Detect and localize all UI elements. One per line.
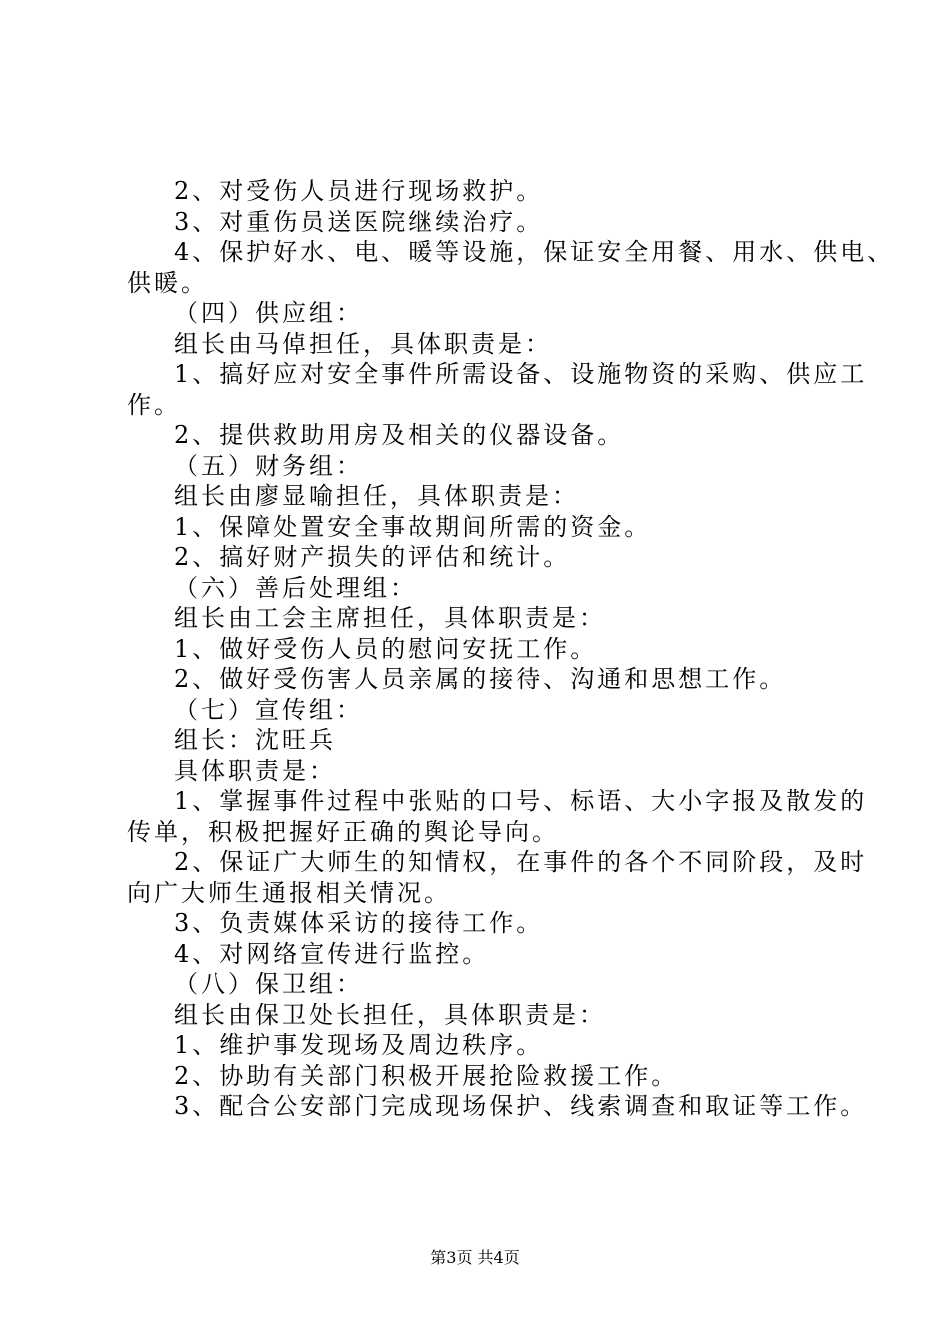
document-body bbox=[127, 176, 895, 1122]
text-line: 4、对网络宣传进行监控。 bbox=[174, 939, 490, 968]
text-line: 4、保护好水、电、暖等设施，保证安全用餐、用水、供电、 bbox=[174, 238, 895, 266]
text-line: 3、配合公安部门完成现场保护、线索调查和取证等工作。 bbox=[174, 1092, 868, 1120]
text-line: 1、做好受伤人员的慰问安抚工作。 bbox=[174, 634, 598, 663]
text-line: 3、负责媒体采访的接待工作。 bbox=[174, 909, 544, 937]
text-line: 组长由工会主席担任，具体职责是： bbox=[174, 604, 606, 632]
text-line: （五）财务组： bbox=[174, 451, 363, 480]
text-line: 供暖。 bbox=[127, 268, 208, 297]
text-line: 2、协助有关部门积极开展抢险救援工作。 bbox=[174, 1061, 679, 1090]
text-line: 2、做好受伤害人员亲属的接待、沟通和思想工作。 bbox=[174, 665, 787, 693]
text-line: 向广大师生通报相关情况。 bbox=[127, 878, 451, 907]
text-line: 组长：沈旺兵 bbox=[174, 726, 336, 754]
text-line: 1、搞好应对安全事件所需设备、设施物资的采购、供应工 bbox=[174, 360, 868, 388]
text-line: 2、提供救助用房及相关的仪器设备。 bbox=[174, 421, 625, 449]
text-line: 3、对重伤员送医院继续治疗。 bbox=[174, 207, 544, 236]
text-line: 组长由保卫处长担任，具体职责是： bbox=[174, 1000, 606, 1029]
text-line: 组长由廖显喻担任，具体职责是： bbox=[174, 482, 579, 510]
text-line: （八）保卫组： bbox=[174, 970, 363, 998]
text-line: （四）供应组： bbox=[174, 299, 363, 327]
text-line: 2、保证广大师生的知情权，在事件的各个不同阶段，及时 bbox=[174, 848, 868, 876]
text-line: 传单，积极把握好正确的舆论导向。 bbox=[127, 817, 559, 846]
text-line: （七）宣传组： bbox=[174, 695, 363, 724]
text-line: 2、对受伤人员进行现场救护。 bbox=[174, 177, 544, 205]
text-line: （六）善后处理组： bbox=[174, 573, 417, 602]
text-line: 1、保障处置安全事故期间所需的资金。 bbox=[174, 512, 652, 541]
text-line: 具体职责是： bbox=[174, 756, 336, 785]
text-line: 2、搞好财产损失的评估和统计。 bbox=[174, 543, 571, 571]
text-line: 1、掌握事件过程中张贴的口号、标语、大小字报及散发的 bbox=[174, 787, 868, 815]
text-line: 1、维护事发现场及周边秩序。 bbox=[174, 1031, 544, 1059]
page-footer: 第3页 共4页 bbox=[430, 1248, 520, 1267]
text-line: 组长由马倬担任，具体职责是： bbox=[174, 329, 552, 358]
text-line: 作。 bbox=[127, 390, 181, 419]
